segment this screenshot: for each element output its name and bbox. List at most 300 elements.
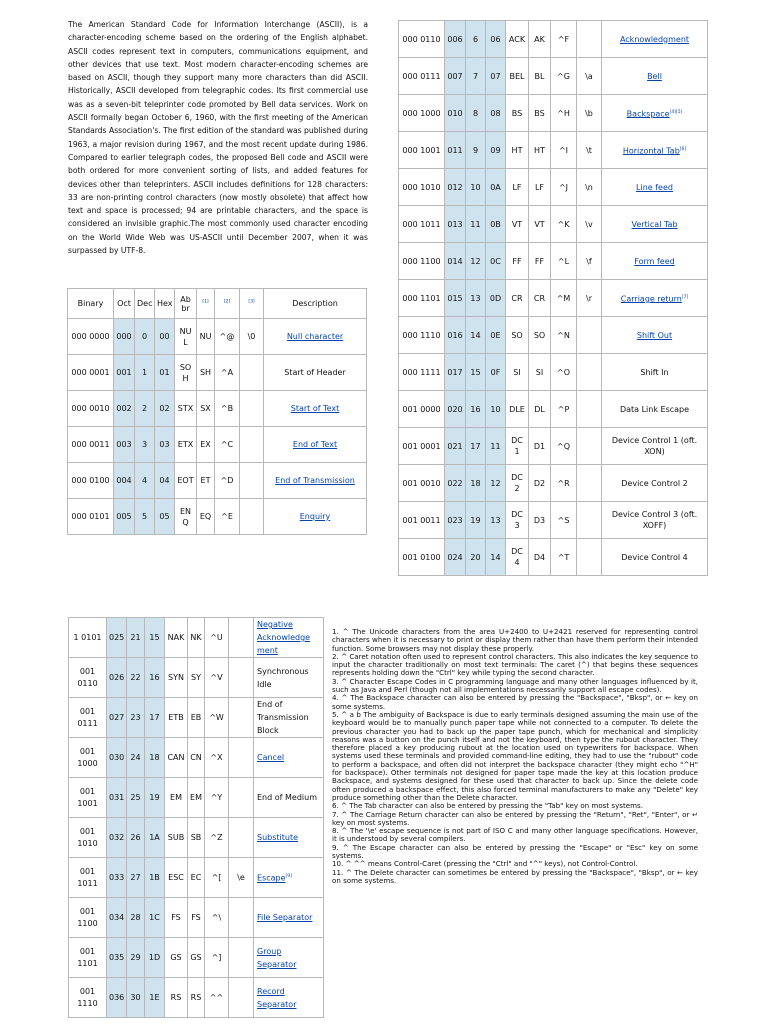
decimal-cell: 25 bbox=[127, 778, 145, 818]
hex-cell: 0F bbox=[486, 354, 506, 391]
control-picture-cell: GS bbox=[188, 938, 205, 978]
table-row bbox=[69, 738, 324, 778]
abbreviation-cell: DC 1 bbox=[506, 428, 529, 465]
hex-cell: 07 bbox=[486, 58, 506, 95]
binary-cell: 000 1000 bbox=[399, 95, 445, 132]
description-cell[interactable] bbox=[254, 938, 324, 978]
description-cell[interactable] bbox=[602, 21, 708, 58]
description-link[interactable]: Record Separator bbox=[257, 986, 297, 1009]
binary-cell: 001 0100 bbox=[399, 539, 445, 576]
table-row bbox=[399, 21, 708, 58]
description-cell[interactable] bbox=[602, 206, 708, 243]
abbreviation-cell: HT bbox=[506, 132, 529, 169]
decimal-cell: 0 bbox=[135, 319, 155, 355]
table-row bbox=[399, 243, 708, 280]
description-text: End of Transmission Block bbox=[257, 700, 309, 735]
binary-cell: 000 0100 bbox=[68, 463, 114, 499]
binary-cell: 000 0000 bbox=[68, 319, 114, 355]
hex-cell: 1A bbox=[145, 818, 165, 858]
caret-notation-cell: ^S bbox=[551, 502, 577, 539]
hex-cell: 16 bbox=[145, 658, 165, 698]
caret-notation-cell: ^U bbox=[205, 618, 229, 658]
description-cell[interactable] bbox=[264, 319, 367, 355]
description-cell[interactable] bbox=[602, 317, 708, 354]
escape-code-cell bbox=[240, 427, 264, 463]
description-cell bbox=[254, 658, 324, 698]
description-link[interactable]: Escape bbox=[257, 873, 286, 883]
footnote-item: 2. ^ Caret notation often used to represent control characters. This also indicates the key sequence to input the character traditionally on most text terminals: The caret (^) that begins these sequences represents holding down the "Ctrl" key while typing the second character. bbox=[332, 651, 698, 678]
binary-cell: 001 1011 bbox=[69, 858, 107, 898]
control-picture-cell: FS bbox=[188, 898, 205, 938]
octal-cell: 023 bbox=[445, 502, 466, 539]
control-picture-cell: CN bbox=[188, 738, 205, 778]
binary-cell: 000 1111 bbox=[399, 354, 445, 391]
binary-cell: 001 1110 bbox=[69, 978, 107, 1018]
description-text: Device Control 1 (oft. XON) bbox=[611, 436, 698, 456]
description-link[interactable]: Start of Text bbox=[290, 404, 340, 413]
escape-code-cell: \f bbox=[577, 243, 602, 280]
control-picture-cell: ET bbox=[197, 463, 215, 499]
binary-cell: 001 0111 bbox=[69, 698, 107, 738]
binary-cell: 001 0001 bbox=[399, 428, 445, 465]
binary-cell: 000 0011 bbox=[68, 427, 114, 463]
hex-cell: 0A bbox=[486, 169, 506, 206]
description-text: Device Control 3 (oft. XOFF) bbox=[611, 510, 698, 530]
table-row bbox=[399, 539, 708, 576]
abbreviation-cell: EM bbox=[165, 778, 188, 818]
caret-notation-cell: ^P bbox=[551, 391, 577, 428]
table-row bbox=[68, 355, 367, 391]
caret-notation-cell: ^^ bbox=[205, 978, 229, 1018]
description-cell[interactable] bbox=[602, 132, 708, 169]
description-link[interactable]: Horizontal Tab bbox=[622, 146, 680, 156]
octal-cell: 004 bbox=[114, 463, 135, 499]
octal-cell: 021 bbox=[445, 428, 466, 465]
table-row bbox=[68, 463, 367, 499]
binary-cell: 000 0101 bbox=[68, 499, 114, 535]
footnote-item: 8. ^ The '\e' escape sequence is not part of ISO C and many other language specifications. However, it is understood by several compilers. bbox=[332, 826, 698, 844]
hex-cell: 10 bbox=[486, 391, 506, 428]
table-row bbox=[68, 427, 367, 463]
binary-cell: 000 0001 bbox=[68, 355, 114, 391]
binary-cell: 000 1011 bbox=[399, 206, 445, 243]
description-cell[interactable] bbox=[264, 499, 367, 535]
hex-cell: 13 bbox=[486, 502, 506, 539]
abbreviation-cell: FS bbox=[165, 898, 188, 938]
ascii-table-part-1 bbox=[67, 288, 367, 535]
description-link[interactable]: Substitute bbox=[257, 833, 299, 842]
abbreviation-cell: SO bbox=[506, 317, 529, 354]
abbreviation-cell: SI bbox=[506, 354, 529, 391]
control-picture-cell: BL bbox=[529, 58, 551, 95]
table-row bbox=[399, 132, 708, 169]
abbreviation-cell: VT bbox=[506, 206, 529, 243]
caret-notation-cell: ^B bbox=[215, 391, 240, 427]
table-row bbox=[68, 391, 367, 427]
caret-notation-cell: ^M bbox=[551, 280, 577, 317]
description-cell[interactable] bbox=[602, 243, 708, 280]
binary-cell: 001 1101 bbox=[69, 938, 107, 978]
hex-cell: 14 bbox=[486, 539, 506, 576]
decimal-cell: 15 bbox=[466, 354, 486, 391]
escape-code-cell bbox=[229, 938, 254, 978]
footnote-item: 3. ^ Character Escape Codes in C programming language and many other languages influenced by it, such as Java and Perl (though not all implementations necessarily support all escape codes). bbox=[332, 676, 698, 695]
description-cell[interactable] bbox=[254, 858, 324, 898]
octal-cell: 011 bbox=[445, 132, 466, 169]
decimal-cell: 20 bbox=[466, 539, 486, 576]
abbreviation-cell: DC 2 bbox=[506, 465, 529, 502]
description-cell bbox=[602, 465, 708, 502]
octal-cell: 030 bbox=[107, 738, 127, 778]
escape-code-cell: \e bbox=[229, 858, 254, 898]
abbreviation-cell: EN Q bbox=[175, 499, 197, 535]
description-cell[interactable] bbox=[264, 463, 367, 499]
description-link[interactable]: Line feed bbox=[636, 182, 673, 192]
description-cell[interactable] bbox=[602, 95, 708, 132]
description-cell[interactable] bbox=[602, 280, 708, 317]
description-link[interactable]: Null character bbox=[286, 332, 344, 341]
control-picture-cell: EX bbox=[197, 427, 215, 463]
ascii-table-part-3 bbox=[68, 617, 324, 1018]
octal-cell: 022 bbox=[445, 465, 466, 502]
reference-link[interactable]: [9] bbox=[285, 874, 292, 880]
octal-cell: 015 bbox=[445, 280, 466, 317]
header-binary: Binary bbox=[68, 289, 114, 319]
description-cell[interactable] bbox=[264, 391, 367, 427]
control-picture-cell: EC bbox=[188, 858, 205, 898]
description-link[interactable]: End of Transmission bbox=[275, 476, 355, 485]
description-cell[interactable] bbox=[602, 169, 708, 206]
abbreviation-cell: BEL bbox=[506, 58, 529, 95]
octal-cell: 033 bbox=[107, 858, 127, 898]
table-row bbox=[69, 778, 324, 818]
control-picture-cell: NU bbox=[197, 319, 215, 355]
escape-code-cell: \v bbox=[577, 206, 602, 243]
escape-code-cell: \t bbox=[577, 132, 602, 169]
hex-cell: 06 bbox=[486, 21, 506, 58]
caret-notation-cell: ^@ bbox=[215, 319, 240, 355]
decimal-cell: 9 bbox=[466, 132, 486, 169]
caret-notation-cell: ^A bbox=[215, 355, 240, 391]
caret-notation-cell: ^\ bbox=[205, 898, 229, 938]
abbreviation-cell: RS bbox=[165, 978, 188, 1018]
octal-cell: 027 bbox=[107, 698, 127, 738]
decimal-cell: 27 bbox=[127, 858, 145, 898]
escape-code-cell bbox=[229, 898, 254, 938]
octal-cell: 031 bbox=[107, 778, 127, 818]
table-row bbox=[399, 206, 708, 243]
caret-notation-cell: ^W bbox=[205, 698, 229, 738]
control-picture-cell: D4 bbox=[529, 539, 551, 576]
decimal-cell: 10 bbox=[466, 169, 486, 206]
decimal-cell: 30 bbox=[127, 978, 145, 1018]
footnote-item: 4. ^ The Backspace character can also be entered by pressing the "Backspace", "Bksp", or ← key on some systems. bbox=[332, 693, 698, 711]
control-picture-cell: EB bbox=[188, 698, 205, 738]
decimal-cell: 24 bbox=[127, 738, 145, 778]
caret-notation-cell: ^L bbox=[551, 243, 577, 280]
hex-cell: 15 bbox=[145, 618, 165, 658]
caret-notation-cell: ^R bbox=[551, 465, 577, 502]
table-row bbox=[69, 658, 324, 698]
intro-paragraph: The American Standard Code for Information Interchange (ASCII), is a character-encoding scheme based on the ordering of the English alphabet. ASCII codes represent text in computers, communications equipment, and other devices that use text. Most modern character-encoding schemes are based on ASCII, though they support many more characters than did ASCII. Historically, ASCII developed from telegraphic codes. Its first commercial use was as a seven-bit teleprinter code promoted by Bell data services. Work on ASCII formally began October 6, 1960, with the first meeting of the American Standards Association's. The first edition of the standard was published during 1963, a major revision during 1967, and the most recent update during 1986. Compared to earlier telegraph codes, the proposed Bell code and ASCII were both ordered for more convenient sorting of lists, and added features for devices other than teleprinters. ASCII includes definitions for 128 characters: 33 are non-printing control characters (now mostly obsolete) that affect how text and space is processed; 94 are printable characters, and the space is considered an invisible graphic.The most commonly used character encoding on the World Wide Web was US-ASCII until December 2007, when it was surpassed by UTF-8. bbox=[68, 20, 368, 256]
description-link[interactable]: Group Separator bbox=[257, 946, 297, 969]
caret-notation-cell: ^I bbox=[551, 132, 577, 169]
binary-cell: 000 1101 bbox=[399, 280, 445, 317]
description-cell[interactable] bbox=[254, 618, 324, 658]
escape-code-cell bbox=[577, 428, 602, 465]
decimal-cell: 29 bbox=[127, 938, 145, 978]
octal-cell: 036 bbox=[107, 978, 127, 1018]
abbreviation-cell: CAN bbox=[165, 738, 188, 778]
control-picture-cell: VT bbox=[529, 206, 551, 243]
description-cell[interactable] bbox=[254, 738, 324, 778]
reference-link[interactable]: [7] bbox=[681, 294, 689, 300]
caret-notation-cell: ^H bbox=[551, 95, 577, 132]
description-cell[interactable] bbox=[264, 427, 367, 463]
abbreviation-cell: NAK bbox=[165, 618, 188, 658]
hex-cell: 05 bbox=[155, 499, 175, 535]
decimal-cell: 28 bbox=[127, 898, 145, 938]
decimal-cell: 11 bbox=[466, 206, 486, 243]
caret-notation-cell: ^J bbox=[551, 169, 577, 206]
header-oct: Oct bbox=[114, 289, 135, 319]
decimal-cell: 3 bbox=[135, 427, 155, 463]
octal-cell: 032 bbox=[107, 818, 127, 858]
caret-notation-cell: ^[ bbox=[205, 858, 229, 898]
description-link[interactable]: Enquiry bbox=[299, 512, 331, 521]
control-picture-cell: NK bbox=[188, 618, 205, 658]
abbreviation-cell: BS bbox=[506, 95, 529, 132]
octal-cell: 006 bbox=[445, 21, 466, 58]
abbreviation-cell: DC 4 bbox=[506, 539, 529, 576]
description-cell bbox=[264, 355, 367, 391]
escape-code-cell bbox=[577, 21, 602, 58]
abbreviation-cell: EOT bbox=[175, 463, 197, 499]
description-cell bbox=[602, 428, 708, 465]
description-cell bbox=[602, 539, 708, 576]
table-row bbox=[69, 898, 324, 938]
decimal-cell: 13 bbox=[466, 280, 486, 317]
control-picture-cell: FF bbox=[529, 243, 551, 280]
binary-cell: 001 0110 bbox=[69, 658, 107, 698]
hex-cell: 1E bbox=[145, 978, 165, 1018]
octal-cell: 017 bbox=[445, 354, 466, 391]
table-row bbox=[399, 95, 708, 132]
escape-code-cell: \n bbox=[577, 169, 602, 206]
octal-cell: 010 bbox=[445, 95, 466, 132]
abbreviation-cell: ESC bbox=[165, 858, 188, 898]
description-link[interactable]: Shift Out bbox=[636, 330, 673, 340]
description-link[interactable]: Cancel bbox=[257, 753, 285, 762]
decimal-cell: 5 bbox=[135, 499, 155, 535]
table-row bbox=[399, 280, 708, 317]
octal-cell: 003 bbox=[114, 427, 135, 463]
caret-notation-cell: ^C bbox=[215, 427, 240, 463]
control-picture-cell: SB bbox=[188, 818, 205, 858]
hex-cell: 0B bbox=[486, 206, 506, 243]
description-link[interactable]: Vertical Tab bbox=[631, 219, 678, 229]
abbreviation-cell: SYN bbox=[165, 658, 188, 698]
octal-cell: 025 bbox=[107, 618, 127, 658]
hex-cell: 1C bbox=[145, 898, 165, 938]
octal-cell: 026 bbox=[107, 658, 127, 698]
hex-cell: 01 bbox=[155, 355, 175, 391]
control-picture-cell: LF bbox=[529, 169, 551, 206]
reference-link[interactable]: [4][5] bbox=[669, 109, 683, 115]
decimal-cell: 14 bbox=[466, 317, 486, 354]
hex-cell: 0D bbox=[486, 280, 506, 317]
decimal-cell: 6 bbox=[466, 21, 486, 58]
hex-cell: 18 bbox=[145, 738, 165, 778]
binary-cell: 001 1000 bbox=[69, 738, 107, 778]
escape-code-cell bbox=[577, 391, 602, 428]
abbreviation-cell: CR bbox=[506, 280, 529, 317]
escape-code-cell bbox=[229, 818, 254, 858]
octal-cell: 014 bbox=[445, 243, 466, 280]
binary-cell: 000 1001 bbox=[399, 132, 445, 169]
control-picture-cell: SY bbox=[188, 658, 205, 698]
binary-cell: 000 0111 bbox=[399, 58, 445, 95]
decimal-cell: 2 bbox=[135, 391, 155, 427]
binary-cell: 000 0110 bbox=[399, 21, 445, 58]
control-picture-cell: EQ bbox=[197, 499, 215, 535]
hex-cell: 03 bbox=[155, 427, 175, 463]
description-link[interactable]: File Separator bbox=[257, 913, 313, 922]
description-link[interactable]: Acknowledgment bbox=[619, 34, 690, 44]
description-text: Device Control 2 bbox=[621, 478, 688, 488]
header-ref-3[interactable]: [3] bbox=[240, 289, 264, 319]
abbreviation-cell: SO H bbox=[175, 355, 197, 391]
description-link[interactable]: End of Text bbox=[292, 440, 338, 449]
table-row bbox=[399, 465, 708, 502]
caret-notation-cell: ^Y bbox=[205, 778, 229, 818]
binary-cell: 000 1010 bbox=[399, 169, 445, 206]
description-text: Start of Header bbox=[284, 368, 346, 377]
binary-cell: 001 0000 bbox=[399, 391, 445, 428]
escape-code-cell bbox=[229, 698, 254, 738]
description-cell[interactable] bbox=[254, 978, 324, 1018]
abbreviation-cell: ETX bbox=[175, 427, 197, 463]
hex-cell: 04 bbox=[155, 463, 175, 499]
table-row bbox=[399, 391, 708, 428]
footnote-item: 9. ^ The Escape character can also be entered by pressing the "Escape" or "Esc" key on some systems. bbox=[332, 842, 698, 861]
abbreviation-cell: DLE bbox=[506, 391, 529, 428]
control-picture-cell: EM bbox=[188, 778, 205, 818]
binary-cell: 001 1100 bbox=[69, 898, 107, 938]
octal-cell: 016 bbox=[445, 317, 466, 354]
header-hex: Hex bbox=[155, 289, 175, 319]
octal-cell: 013 bbox=[445, 206, 466, 243]
octal-cell: 007 bbox=[445, 58, 466, 95]
escape-code-cell bbox=[229, 978, 254, 1018]
table-row bbox=[399, 317, 708, 354]
octal-cell: 001 bbox=[114, 355, 135, 391]
description-link[interactable]: Backspace bbox=[626, 109, 670, 119]
caret-notation-cell: ^V bbox=[205, 658, 229, 698]
description-text: Device Control 4 bbox=[621, 552, 688, 562]
footnote-item: 7. ^ The Carriage Return character can also be entered by pressing the "Return", "Ret", "Enter", or ↵ key on most systems. bbox=[332, 809, 698, 827]
header-ref-1[interactable]: [1] bbox=[197, 289, 215, 319]
header-description: Description bbox=[264, 289, 367, 319]
caret-notation-cell: ^D bbox=[215, 463, 240, 499]
table-row bbox=[68, 499, 367, 535]
decimal-cell: 8 bbox=[466, 95, 486, 132]
hex-cell: 02 bbox=[155, 391, 175, 427]
description-link[interactable]: Form feed bbox=[634, 256, 675, 266]
abbreviation-cell: LF bbox=[506, 169, 529, 206]
control-picture-cell: BS bbox=[529, 95, 551, 132]
decimal-cell: 12 bbox=[466, 243, 486, 280]
control-picture-cell: D1 bbox=[529, 428, 551, 465]
footnote-item: 5. ^ a b The ambiguity of Backspace is due to early terminals designed assuming the main use of the keyboard would be to manually punch paper tape while not connected to a computer. To delete the previous character you had to back up the paper tape punch, which for mechanical and simplicity reasons was a button on the punch itself and not the keyboard, then type the rubout character. They therefore placed a key producing rubout at the location used on typewriters for backspace. When systems used these terminals and provided command-line editing, they had to use the "rubout" code to perform a backspace, and often did not interpret the backspace character (they might echo "^H" for backspace). Other terminals not designed for paper tape made the key at this location produce Backspace, and systems designed for these used that character to back up. Since the delete code often produced a backspace effect, this also forced terminal manufacturers to make any "Delete" key produce something other than the Delete character. bbox=[332, 709, 698, 802]
decimal-cell: 22 bbox=[127, 658, 145, 698]
header-dec: Dec bbox=[135, 289, 155, 319]
table-row bbox=[399, 502, 708, 539]
binary-cell: 1 0101 bbox=[69, 618, 107, 658]
table-row bbox=[69, 938, 324, 978]
binary-cell: 000 1100 bbox=[399, 243, 445, 280]
description-link[interactable]: Carriage return bbox=[620, 294, 682, 304]
escape-code-cell: \a bbox=[577, 58, 602, 95]
escape-code-cell bbox=[577, 354, 602, 391]
decimal-cell: 18 bbox=[466, 465, 486, 502]
reference-link[interactable]: [6] bbox=[679, 146, 687, 152]
table-row bbox=[399, 169, 708, 206]
decimal-cell: 4 bbox=[135, 463, 155, 499]
hex-cell: 1B bbox=[145, 858, 165, 898]
decimal-cell: 26 bbox=[127, 818, 145, 858]
octal-cell: 012 bbox=[445, 169, 466, 206]
hex-cell: 19 bbox=[145, 778, 165, 818]
description-link[interactable]: Negative Acknowledge ment bbox=[257, 620, 311, 655]
control-picture-cell: HT bbox=[529, 132, 551, 169]
caret-notation-cell: ^N bbox=[551, 317, 577, 354]
description-cell[interactable] bbox=[254, 818, 324, 858]
header-ref-2[interactable]: [2] bbox=[215, 289, 240, 319]
description-cell[interactable] bbox=[602, 58, 708, 95]
abbreviation-cell: SUB bbox=[165, 818, 188, 858]
description-cell bbox=[254, 778, 324, 818]
decimal-cell: 17 bbox=[466, 428, 486, 465]
abbreviation-cell: STX bbox=[175, 391, 197, 427]
decimal-cell: 23 bbox=[127, 698, 145, 738]
caret-notation-cell: ^] bbox=[205, 938, 229, 978]
hex-cell: 17 bbox=[145, 698, 165, 738]
caret-notation-cell: ^E bbox=[215, 499, 240, 535]
escape-code-cell bbox=[229, 658, 254, 698]
escape-code-cell bbox=[240, 355, 264, 391]
control-picture-cell: D2 bbox=[529, 465, 551, 502]
caret-notation-cell: ^T bbox=[551, 539, 577, 576]
footnote-item: 1. ^ The Unicode characters from the area U+2400 to U+2421 reserved for representing control characters when it is necessary to print or display them rather than have them perform their intended function. Some browsers may not display these properly. bbox=[332, 627, 698, 653]
hex-cell: 0C bbox=[486, 243, 506, 280]
footnote-item: 10. ^ ^^ means Control-Caret (pressing the "Ctrl" and "^" keys), not Control-Control. bbox=[332, 859, 638, 869]
control-picture-cell: SI bbox=[529, 354, 551, 391]
caret-notation-cell: ^G bbox=[551, 58, 577, 95]
escape-code-cell bbox=[229, 738, 254, 778]
description-link[interactable]: Bell bbox=[647, 71, 662, 81]
decimal-cell: 19 bbox=[466, 502, 486, 539]
table-row bbox=[69, 818, 324, 858]
hex-cell: 00 bbox=[155, 319, 175, 355]
hex-cell: 0E bbox=[486, 317, 506, 354]
binary-cell: 001 0011 bbox=[399, 502, 445, 539]
description-cell[interactable] bbox=[254, 898, 324, 938]
description-cell bbox=[602, 502, 708, 539]
caret-notation-cell: ^Q bbox=[551, 428, 577, 465]
table-row bbox=[399, 354, 708, 391]
binary-cell: 001 1001 bbox=[69, 778, 107, 818]
